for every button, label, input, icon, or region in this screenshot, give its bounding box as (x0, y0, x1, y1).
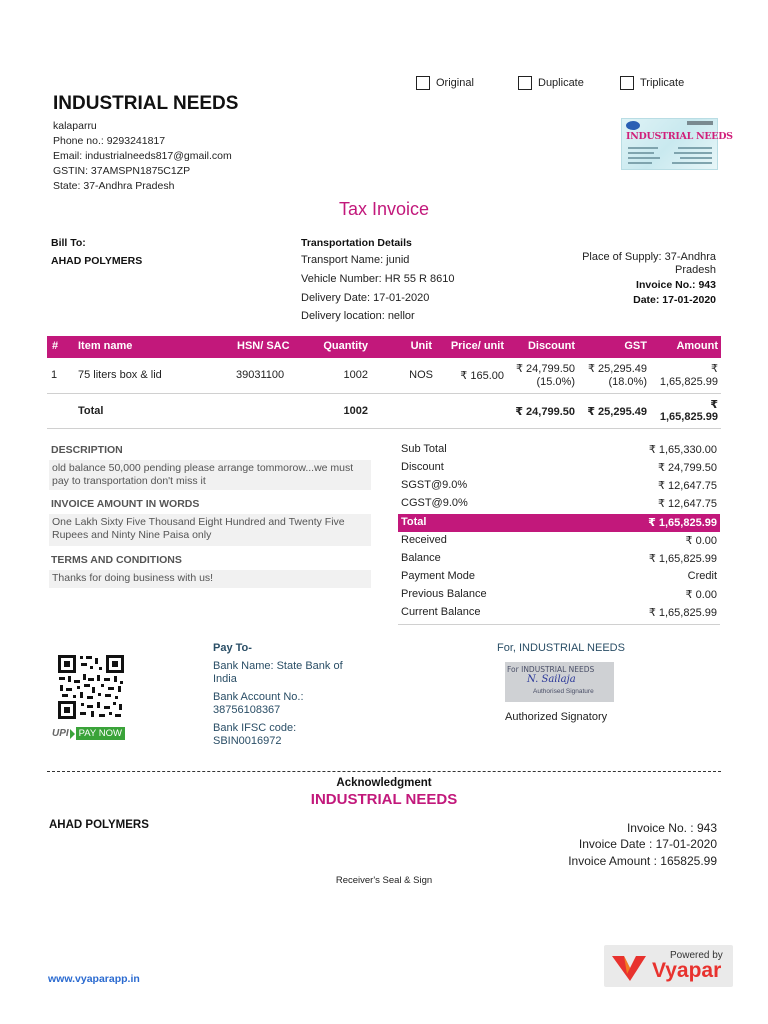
copy-label: Duplicate (538, 77, 584, 89)
row-hsn: 39031100 (236, 369, 285, 381)
business-phone: Phone no.: 9293241817 (53, 135, 166, 147)
terms-label: TERMS AND CONDITIONS (51, 554, 182, 566)
col-item-name: Item name (78, 340, 133, 352)
vyapar-logo-icon (612, 953, 646, 981)
items-table-header (47, 336, 721, 358)
total-label: Total (78, 405, 104, 417)
table-row (47, 360, 721, 394)
row-unit: NOS (409, 369, 433, 381)
pay-now-button[interactable]: PAY NOW (76, 727, 125, 740)
summary-row: Current Balance ₹ 1,65,825.99 (401, 606, 717, 619)
bank-account-number: 38756108367 (213, 704, 281, 716)
invoice-date: Date: 17-01-2020 (633, 294, 716, 306)
summary-row: Balance ₹ 1,65,825.99 (401, 552, 717, 565)
bank-name: Bank Name: State Bank of (213, 660, 343, 672)
summary-total-row: Total ₹ 1,65,825.99 (398, 514, 720, 532)
copy-label: Triplicate (640, 77, 685, 89)
place-of-supply-cont: Pradesh (675, 264, 716, 276)
delivery-date: Delivery Date: 17-01-2020 (301, 292, 430, 304)
col-hsn: HSN/ SAC (237, 340, 290, 352)
summary-divider (398, 624, 720, 625)
row-price: ₹ 165.00 (460, 370, 504, 382)
ack-party-name: AHAD POLYMERS (49, 819, 149, 831)
receiver-seal-label: Receiver's Seal & Sign (335, 875, 433, 886)
col-unit: Unit (410, 340, 432, 352)
row-index: 1 (51, 369, 58, 381)
col-amount: Amount (676, 340, 718, 352)
row-gst-pct: (18.0%) (608, 376, 647, 388)
stamp-title: For INDUSTRIAL NEEDS (507, 665, 595, 674)
transport-name: Transport Name: junid (301, 254, 410, 266)
handwritten-signature: N. Sailaja (527, 674, 576, 685)
bill-to-label: Bill To: (51, 237, 86, 249)
bank-ifsc-code: SBIN0016972 (213, 735, 282, 747)
total-divider (47, 428, 721, 429)
total-discount: ₹ 24,799.50 (515, 406, 575, 418)
stamp-caption: Authorised Signature (533, 688, 594, 695)
summary-row: Discount ₹ 24,799.50 (401, 461, 717, 474)
row-divider (47, 393, 721, 394)
summary-row: CGST@9.0% ₹ 12,647.75 (401, 497, 717, 510)
bank-ifsc-label: Bank IFSC code: (213, 722, 297, 734)
col-discount: Discount (527, 340, 575, 352)
bank-name-cont: India (213, 673, 237, 685)
business-name: INDUSTRIAL NEEDS (53, 93, 239, 114)
terms-text: Thanks for doing business with us! (49, 570, 371, 588)
upi-pay-badge[interactable] (52, 727, 125, 740)
bank-account-label: Bank Account No.: (213, 691, 304, 703)
place-of-supply: Place of Supply: 37-Andhra (582, 251, 716, 263)
original-checkbox[interactable] (416, 76, 430, 90)
transport-label: Transportation Details (301, 237, 412, 249)
copy-option-original[interactable] (416, 76, 474, 90)
description-label: DESCRIPTION (51, 444, 123, 456)
summary-row: Sub Total ₹ 1,65,330.00 (401, 443, 717, 456)
row-item-name: 75 liters box & lid (78, 369, 162, 381)
total-amount: 1,65,825.99 (659, 411, 718, 423)
row-amount-symbol: ₹ (711, 363, 718, 375)
amount-words-text: One Lakh Sixty Five Thousand Eight Hundred and Twenty Five Rupees and Ninty Nine Paisa only (49, 514, 371, 546)
business-gstin: GSTIN: 37AMSPN1875C1ZP (53, 165, 191, 177)
summary-row: Previous Balance ₹ 0.00 (401, 588, 717, 601)
copy-option-duplicate[interactable] (518, 76, 584, 90)
total-gst: ₹ 25,295.49 (587, 406, 647, 418)
powered-by-vyapar-badge[interactable] (604, 945, 733, 987)
col-price: Price/ unit (450, 340, 504, 352)
col-index: # (52, 340, 59, 352)
signature-stamp (505, 662, 614, 702)
ack-invoice-date: Invoice Date : 17-01-2020 (578, 837, 717, 851)
ack-title: Acknowledgment (336, 777, 432, 789)
row-quantity: 1002 (343, 369, 368, 381)
business-address: kalaparru (53, 120, 97, 132)
ack-business-name: INDUSTRIAL NEEDS (310, 791, 458, 808)
col-gst: GST (624, 340, 647, 352)
amount-words-label: INVOICE AMOUNT IN WORDS (51, 498, 200, 510)
signatory-for: For, INDUSTRIAL NEEDS (497, 642, 625, 654)
invoice-number: Invoice No.: 943 (636, 279, 716, 291)
row-gst: ₹ 25,295.49 (588, 363, 647, 375)
qr-code-icon[interactable] (57, 654, 125, 720)
triplicate-checkbox[interactable] (620, 76, 634, 90)
summary-row: Received ₹ 0.00 (401, 534, 717, 547)
duplicate-checkbox[interactable] (518, 76, 532, 90)
upi-arrow-icon (70, 729, 75, 739)
summary-row: SGST@9.0% ₹ 12,647.75 (401, 479, 717, 492)
bill-to-name: AHAD POLYMERS (51, 255, 143, 267)
row-discount: ₹ 24,799.50 (516, 363, 575, 375)
description-text: old balance 50,000 pending please arrange tommorow...we must pay to transportation don't miss it (49, 460, 371, 490)
ack-invoice-amount: Invoice Amount : 165825.99 (568, 854, 717, 868)
business-logo: INDUSTRIAL NEEDS (621, 118, 718, 170)
pay-to-label: Pay To- (213, 642, 252, 654)
copy-option-triplicate[interactable] (620, 76, 684, 90)
upi-logo: UPI (52, 728, 69, 739)
total-quantity: 1002 (343, 405, 368, 417)
business-state: State: 37-Andhra Pradesh (53, 180, 175, 192)
delivery-location: Delivery location: nellor (301, 310, 415, 322)
row-amount: 1,65,825.99 (659, 376, 718, 388)
copy-label: Original (436, 77, 474, 89)
powered-by-label: Powered by (670, 950, 723, 961)
business-email: Email: industrialneeds817@gmail.com (53, 150, 232, 162)
tear-line (47, 771, 721, 772)
vyapar-website-link[interactable]: www.vyaparapp.in (48, 973, 140, 985)
vyapar-brand: Vyapar (652, 959, 722, 982)
table-total-row (47, 396, 721, 426)
col-quantity: Quantity (323, 340, 368, 352)
document-title: Tax Invoice (338, 199, 430, 219)
summary-row: Payment Mode Credit (401, 570, 717, 582)
vehicle-number: Vehicle Number: HR 55 R 8610 (301, 273, 455, 285)
ack-invoice-no: Invoice No. : 943 (626, 821, 717, 835)
total-amount-symbol: ₹ (710, 399, 718, 411)
row-discount-pct: (15.0%) (536, 376, 575, 388)
authorized-signatory-label: Authorized Signatory (505, 711, 608, 723)
